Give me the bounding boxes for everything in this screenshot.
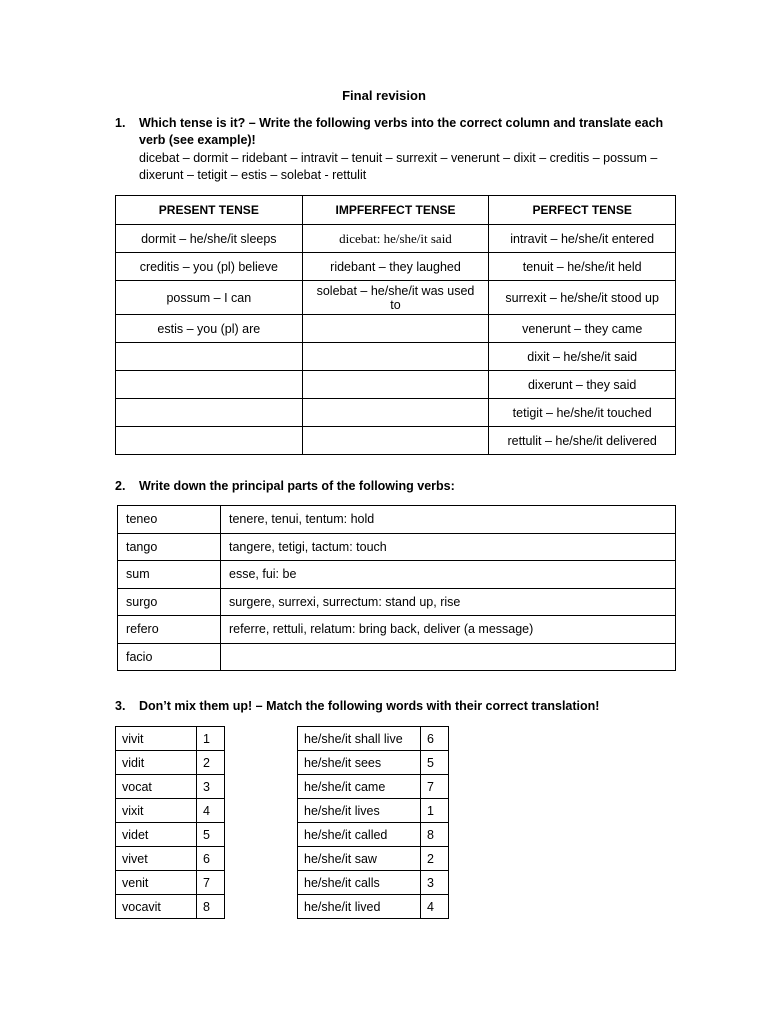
header-imperfect: IMPFERFECT TENSE: [302, 196, 489, 225]
table-header-row: [116, 196, 676, 225]
page-title: Final revision: [342, 88, 426, 103]
table-row: [116, 343, 676, 371]
table-row: [298, 751, 449, 775]
verb-cell: facio: [118, 643, 221, 671]
verb-list: dicebat – dormit – ridebant – intravit – tenuit – surrexit – venerunt – dixit – creditis – possum – dixerunt – tetigit – estis – solebat - rettulit: [139, 151, 658, 182]
answer-cell[interactable]: 3: [421, 871, 449, 895]
table-row: [116, 225, 676, 253]
present-cell[interactable]: [116, 343, 303, 371]
table-row: [298, 823, 449, 847]
number-cell: 8: [197, 895, 225, 919]
header-perfect: PERFECT TENSE: [489, 196, 676, 225]
translation-cell: he/she/it came: [298, 775, 421, 799]
present-cell[interactable]: creditis – you (pl) believe: [116, 253, 303, 281]
perfect-cell[interactable]: dixit – he/she/it said: [489, 343, 676, 371]
answer-cell[interactable]: 4: [421, 895, 449, 919]
table-row: [116, 399, 676, 427]
imperfect-cell[interactable]: [302, 343, 489, 371]
table-row: [116, 823, 225, 847]
table-row: [116, 371, 676, 399]
verb-cell: tango: [118, 533, 221, 561]
table-row: [116, 775, 225, 799]
question-number: 1.: [115, 116, 126, 130]
table-row: [298, 847, 449, 871]
principal-parts-cell[interactable]: surgere, surrexi, surrectum: stand up, rise: [221, 588, 676, 616]
table-row: [116, 253, 676, 281]
answer-cell[interactable]: 1: [421, 799, 449, 823]
translation-cell: he/she/it lives: [298, 799, 421, 823]
imperfect-cell[interactable]: [302, 371, 489, 399]
principal-parts-cell[interactable]: esse, fui: be: [221, 561, 676, 589]
present-cell[interactable]: estis – you (pl) are: [116, 315, 303, 343]
table-row: [116, 315, 676, 343]
principal-parts-cell[interactable]: [221, 643, 676, 671]
table-row: [116, 871, 225, 895]
table-row: [118, 533, 676, 561]
table-row: [116, 895, 225, 919]
translation-cell: he/she/it saw: [298, 847, 421, 871]
imperfect-cell[interactable]: solebat – he/she/it was used to: [302, 281, 489, 315]
table-row: [118, 643, 676, 671]
table-row: [298, 775, 449, 799]
verb-cell: teneo: [118, 506, 221, 534]
principal-parts-table: [117, 505, 676, 671]
latin-word-cell: vixit: [116, 799, 197, 823]
table-row: [298, 895, 449, 919]
table-row: [116, 281, 676, 315]
translation-cell: he/she/it shall live: [298, 727, 421, 751]
translations-table: [297, 726, 449, 919]
present-cell[interactable]: possum – I can: [116, 281, 303, 315]
table-row: [116, 727, 225, 751]
perfect-cell[interactable]: intravit – he/she/it entered: [489, 225, 676, 253]
imperfect-cell[interactable]: dicebat: he/she/it said: [302, 225, 489, 253]
latin-word-cell: vocavit: [116, 895, 197, 919]
table-row: [118, 588, 676, 616]
verb-cell: sum: [118, 561, 221, 589]
answer-cell[interactable]: 5: [421, 751, 449, 775]
perfect-cell[interactable]: tenuit – he/she/it held: [489, 253, 676, 281]
answer-cell[interactable]: 7: [421, 775, 449, 799]
perfect-cell[interactable]: rettulit – he/she/it delivered: [489, 427, 676, 455]
answer-cell[interactable]: 8: [421, 823, 449, 847]
question-number: 2.: [115, 479, 126, 493]
verb-cell: surgo: [118, 588, 221, 616]
table-row: [118, 506, 676, 534]
number-cell: 2: [197, 751, 225, 775]
latin-word-cell: venit: [116, 871, 197, 895]
tense-table: [115, 195, 676, 455]
table-row: [298, 727, 449, 751]
table-row: [116, 847, 225, 871]
number-cell: 7: [197, 871, 225, 895]
number-cell: 1: [197, 727, 225, 751]
number-cell: 4: [197, 799, 225, 823]
number-cell: 3: [197, 775, 225, 799]
present-cell[interactable]: [116, 371, 303, 399]
question-2-instruction: Write down the principal parts of the following verbs:: [139, 479, 455, 493]
table-row: [118, 561, 676, 589]
table-row: [116, 427, 676, 455]
translation-cell: he/she/it sees: [298, 751, 421, 775]
header-present: PRESENT TENSE: [116, 196, 303, 225]
latin-word-cell: vivet: [116, 847, 197, 871]
number-cell: 6: [197, 847, 225, 871]
question-number: 3.: [115, 699, 126, 713]
table-row: [116, 799, 225, 823]
latin-word-cell: vocat: [116, 775, 197, 799]
latin-word-cell: vivit: [116, 727, 197, 751]
number-cell: 5: [197, 823, 225, 847]
answer-cell[interactable]: 2: [421, 847, 449, 871]
table-row: [298, 799, 449, 823]
table-row: [116, 751, 225, 775]
principal-parts-cell[interactable]: tangere, tetigi, tactum: touch: [221, 533, 676, 561]
answer-cell[interactable]: 6: [421, 727, 449, 751]
imperfect-cell[interactable]: ridebant – they laughed: [302, 253, 489, 281]
table-row: [118, 616, 676, 644]
principal-parts-cell[interactable]: referre, rettuli, relatum: bring back, deliver (a message): [221, 616, 676, 644]
translation-cell: he/she/it lived: [298, 895, 421, 919]
imperfect-cell[interactable]: [302, 427, 489, 455]
imperfect-cell[interactable]: [302, 315, 489, 343]
table-row: [298, 871, 449, 895]
verb-cell: refero: [118, 616, 221, 644]
present-cell[interactable]: dormit – he/she/it sleeps: [116, 225, 303, 253]
translation-cell: he/she/it called: [298, 823, 421, 847]
translation-cell: he/she/it calls: [298, 871, 421, 895]
question-3-instruction: Don’t mix them up! – Match the following words with their correct translation!: [139, 699, 600, 713]
perfect-cell[interactable]: tetigit – he/she/it touched: [489, 399, 676, 427]
latin-word-cell: vidit: [116, 751, 197, 775]
imperfect-cell[interactable]: [302, 399, 489, 427]
present-cell[interactable]: [116, 399, 303, 427]
latin-words-table: [115, 726, 225, 919]
perfect-cell[interactable]: venerunt – they came: [489, 315, 676, 343]
principal-parts-cell[interactable]: tenere, tenui, tentum: hold: [221, 506, 676, 534]
perfect-cell[interactable]: dixerunt – they said: [489, 371, 676, 399]
question-1-instruction: Which tense is it? – Write the following verbs into the correct column and translate each verb (see example)!: [139, 116, 664, 147]
perfect-cell[interactable]: surrexit – he/she/it stood up: [489, 281, 676, 315]
present-cell[interactable]: [116, 427, 303, 455]
latin-word-cell: videt: [116, 823, 197, 847]
